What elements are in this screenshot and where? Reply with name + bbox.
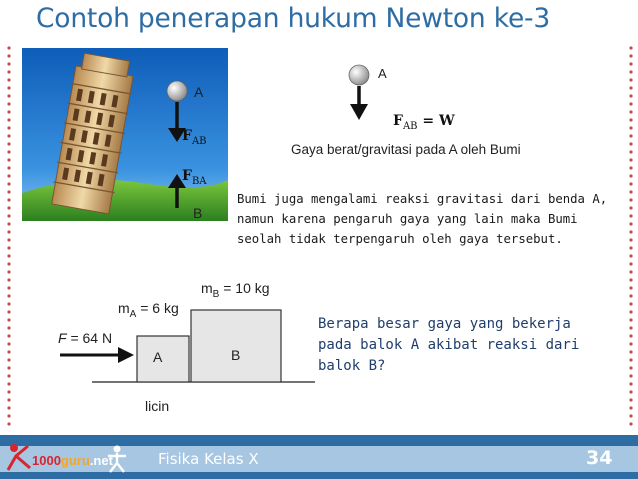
explanation-line: seolah tidak terpengaruh oleh gaya tersebut. bbox=[237, 232, 563, 246]
gravity-label-a: A bbox=[378, 66, 387, 81]
gravity-caption: Gaya berat/gravitasi pada A oleh Bumi bbox=[291, 142, 521, 157]
site-logo bbox=[6, 440, 124, 476]
explanation-paragraph bbox=[237, 189, 607, 249]
surface-label: licin bbox=[145, 398, 170, 414]
question-paragraph bbox=[318, 314, 579, 377]
pisa-label-b: B bbox=[193, 205, 203, 221]
blocks-diagram bbox=[50, 300, 320, 390]
pisa-label-a: A bbox=[194, 84, 204, 100]
mass-a-symbol: m bbox=[118, 300, 130, 316]
force-value: = 64 N bbox=[66, 330, 113, 346]
page-number: 34 bbox=[586, 447, 613, 469]
question-line: pada balok A akibat reaksi dari bbox=[318, 337, 580, 353]
block-b-label: B bbox=[231, 347, 241, 363]
explanation-line: namun karena pengaruh gaya yang lain maka Bumi bbox=[237, 212, 578, 226]
gravity-equation-rhs: = W bbox=[417, 113, 455, 129]
pisa-force-ab bbox=[182, 128, 207, 147]
pisa-force-ba-subscript: BA bbox=[191, 175, 207, 187]
explanation-line: Bumi juga mengalami reaksi gravitasi dari benda A, bbox=[237, 192, 608, 206]
pisa-force-ba bbox=[182, 168, 207, 187]
pisa-force-ba-symbol: F bbox=[182, 168, 192, 184]
logo-middle: guru bbox=[60, 453, 90, 468]
mass-a-subscript: A bbox=[129, 308, 137, 320]
stick-figure-icon bbox=[106, 444, 128, 474]
gravity-equation bbox=[393, 113, 455, 132]
question-line: balok B? bbox=[318, 358, 386, 374]
gravity-equation-symbol: F bbox=[393, 113, 403, 129]
mass-b-subscript: B bbox=[212, 288, 220, 300]
left-dotted-border bbox=[6, 44, 12, 434]
gravity-equation-subscript: AB bbox=[402, 120, 418, 132]
pisa-force-ab-symbol: F bbox=[182, 128, 192, 144]
block-a-label: A bbox=[153, 349, 163, 365]
mass-a-value: = 6 kg bbox=[136, 300, 179, 316]
question-line: Berapa besar gaya yang bekerja bbox=[318, 316, 571, 332]
gravity-ball-arrow bbox=[344, 62, 374, 124]
logo-suffix: .net bbox=[89, 453, 113, 468]
slide-title: Contoh penerapan hukum Newton ke-3 bbox=[36, 3, 551, 34]
logo-prefix: 1000 bbox=[32, 453, 61, 468]
mass-b-symbol: m bbox=[201, 280, 213, 296]
pisa-force-ab-subscript: AB bbox=[191, 135, 207, 147]
footer-course-label: Fisika Kelas X bbox=[158, 450, 259, 468]
mass-b-value: = 10 kg bbox=[219, 280, 270, 296]
force-symbol: F bbox=[58, 330, 67, 346]
right-dotted-border bbox=[628, 44, 634, 434]
mass-b-label bbox=[201, 280, 270, 300]
